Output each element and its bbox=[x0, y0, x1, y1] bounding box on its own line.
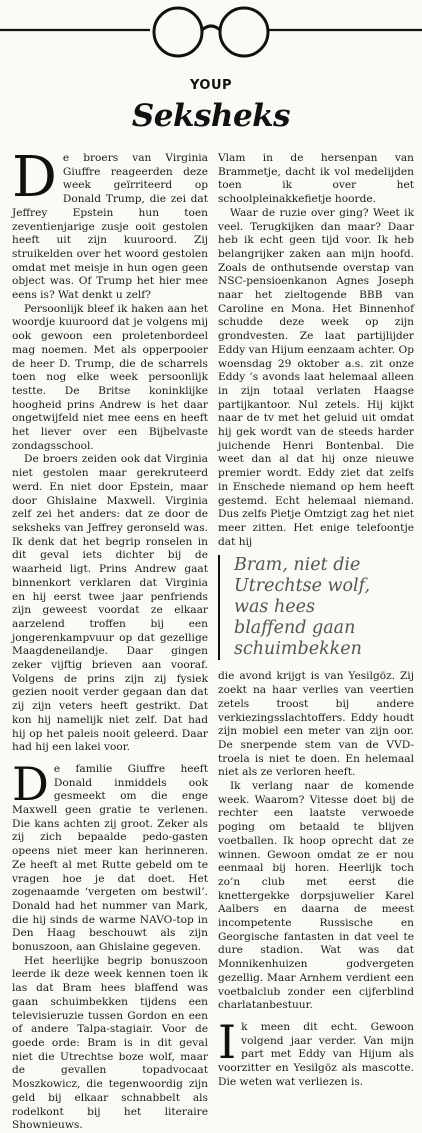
right-column bbox=[218, 152, 414, 1089]
paragraph: Vlam in de hersenpan van Brammetje, dacht ik vol medelijden toen ik over het schoolpleinakkefietje hoorde. bbox=[218, 152, 414, 206]
paragraph: De broers van Virginia Giuffre reageerden deze week geïrriteerd op Donald Trump, die zei dat Jeffrey Epstein hun toen zeventienjarige zusje ooit gestolen heeft uit zijn kuuroord. Zij struikelden over het woord gestolen omdat met meisje in hun ogen geen object was. Of Trump het hier mee eens is? Wat denkt u zelf? bbox=[12, 145, 208, 302]
drop-cap: I bbox=[218, 1014, 237, 1069]
paragraph: Het heerlijke begrip bonuszoon leerde ik deze week kennen toen ik las dat Bram hees blaffend was gaan schuimbekken tijdens een televisieruzie tussen Gordon en een of andere Talpa-stagiair. Voor de goede orde: Bram is in dit geval niet die Utrechtse boze wolf, maar de gevallen topadvocaat Moszkowicz, die tegenwoordig zijn geld bij elkaar schnabbelt als rodelkont bij het literaire Shownieuws. bbox=[12, 954, 208, 1132]
pull-quote: Bram, niet die Utrechtse wolf, was hees blaffend gaan schuimbekken bbox=[218, 555, 414, 660]
glasses-icon bbox=[0, 0, 422, 60]
article-headline: Seksheks bbox=[131, 98, 291, 134]
left-column bbox=[12, 145, 208, 1133]
paragraph: die avond krijgt is van Yesilgöz. Zij zoekt na haar verlies van veertien zetels troost bij andere verkiezingsslachtoffers. Eddy houdt zijn mobiel een meter van zijn oor. De snerpende stem van de VVD-troela is niet te doen. En helemaal niet als ze verloren heeft. bbox=[218, 670, 414, 779]
drop-cap: D bbox=[12, 145, 57, 210]
author-kicker: YOUP bbox=[189, 78, 233, 93]
paragraph: Waar de ruzie over ging? Weet ik veel. Terugkijken dan maar? Daar heb ik echt geen tijd voor. Ik heb belangrijker zaken aan mijn hoofd. Zoals de onthutsende overstap van NSC-pensioenkanon Agnes Joseph naar het zieltogende BBB van Caroline en Mona. Het Binnenhof schudde deze week op zijn grondvesten. Ze laat partijlijder Eddy van Hijum eenzaam achter. Op woensdag 29 oktober a.s. zit onze Eddy ’s avonds laat helemaal alleen in zijn totaal verlaten Haagse partijkantoor. Nul zetels. Hij kijkt naar de tv met het geluid uit omdat hij gek wordt van de steeds harder juichende Henri Bontenbal. Die weet dan al dat hij onze nieuwe premier wordt. Eddy ziet dat zelfs in Enschede niemand op hem heeft gestemd. Echt helemaal niemand. Dus zelfs Pietje Omtzigt zag het niet meer zitten. Het enige telefoontje dat hij bbox=[218, 206, 414, 548]
paragraph: Ik meen dit echt. Gewoon volgend jaar verder. Van mijn part met Eddy van Hijum als voorzitter en Yesilgöz als mascotte. Die weten wat verliezen is. bbox=[218, 1014, 414, 1088]
drop-cap: D bbox=[12, 756, 49, 811]
paragraph: De familie Giuffre heeft Donald inmiddels ook gesmeekt om die enge Maxwell geen gratie te verlenen. Die kans achten zij groot. Zeker als zij zich bepaalde pedo-gasten opeens niet meer kan herinneren. Ze heeft al met Rutte gebeld om te vragen hoe je dat doet. Het zogenaamde ‘vergeten om bestwil’. Donald had het nummer van Mark, die hij sinds de warme NAVO-top in Den Haag beschouwt als zijn bonuszoon, aan Ghislaine gegeven. bbox=[12, 756, 208, 954]
paragraph: Ik verlang naar de komende week. Waarom? Vitesse doet bij de rechter een laatste verwoede poging om betaald te blijven voetballen. Ik hoop oprecht dat ze winnen. Gewoon omdat ze er nou eenmaal bij horen. Heerlijk toch zo’n club met eerst die knettergekke dorpsjuwelier Karel Aalbers en daarna de meest incompetente Russische en Georgische fantasten in dat veel te dure stadion. Wat was dat Monnikenhuizen godvergeten gezellig. Maar Arnhem verdient een voetbalclub zonder een cijferblind charlatanbestuur. bbox=[218, 780, 414, 1012]
paragraph: De broers zeiden ook dat Virginia niet gestolen maar gerekruteerd werd. En niet door Epstein, maar door Ghislaine Maxwell. Virginia zelf zei het anders: dat ze door de seksheks van Jeffrey geronseld was. Ik denk dat het begrip ronselen in dit geval iets dichter bij de waarheid ligt. Prins Andrew gaat binnenkort verklaren dat Virginia en hij eerst twee jaar penfriends zijn geweest voordat ze elkaar aarzelend troffen bij een jongerenkampvuur op dat gezellige Maagdeneilandje. Daar gingen zeker vijftig brieven aan vooraf. Volgens de prins zijn zij fysiek gezien nooit verder gegaan dan dat zij zijn veters heeft gestrikt. Dat kon hij namelijk niet zelf. Dat had hij op het paleis nooit geleerd. Daar had hij een lakei voor. bbox=[12, 453, 208, 754]
paragraph: Persoonlijk bleef ik haken aan het woordje kuuroord dat je volgens mij ook gewoon een proletenbordeel mag noemen. Met als opperpooier de heer D. Trump, die de scharrels toen nog elke week persoonlijk testte. De Britse koninklijke hoogheid prins Andrew is het daar ongetwijfeld niet mee eens en heeft het liever over een Bijbelvaste zondagsschool. bbox=[12, 302, 208, 452]
